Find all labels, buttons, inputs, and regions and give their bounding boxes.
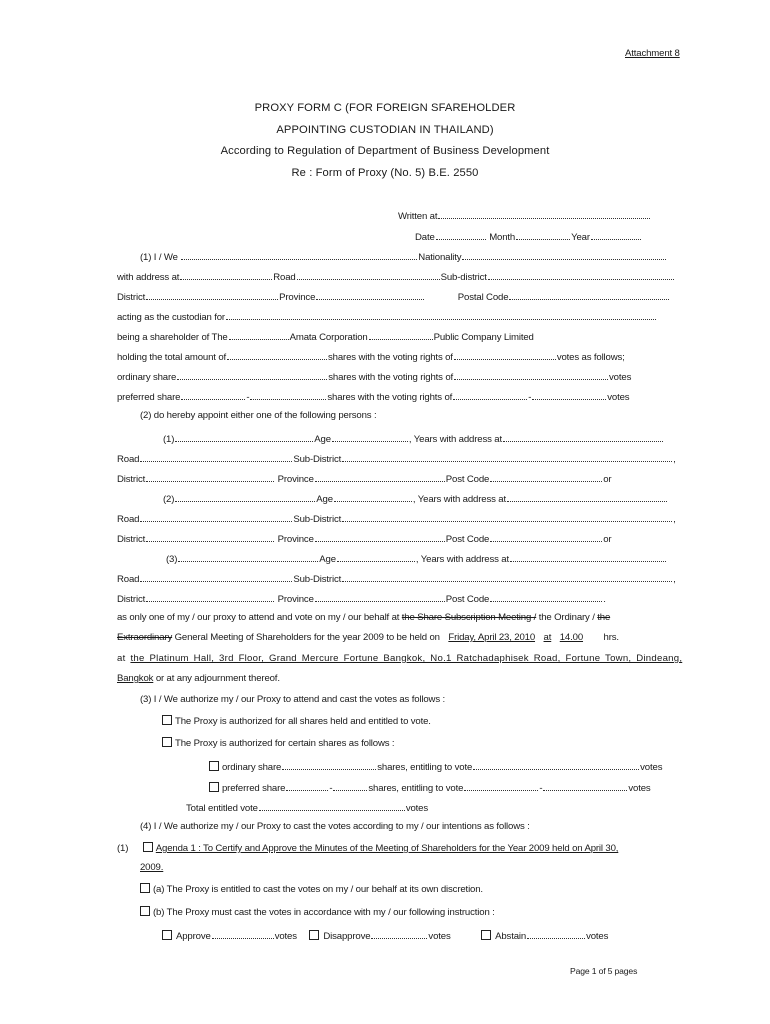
disapprove-votes-field[interactable] [371, 928, 427, 939]
person-1-road-row: Road Sub-District , [117, 451, 676, 465]
date-label: Date [415, 232, 435, 243]
person-2-district-row [117, 531, 611, 545]
meeting-text-c: General Meeting of Shareholders for the year 2009 to be held on [174, 632, 440, 643]
company-leader [229, 329, 289, 340]
person-2-postcode-field[interactable] [490, 531, 602, 542]
province-label: Province [277, 594, 314, 605]
meeting-line-1 [117, 612, 610, 623]
age-label: Age [319, 554, 336, 565]
agenda-number: (1) [117, 843, 129, 854]
preferred-votes-field-a[interactable] [453, 389, 527, 400]
s4-intro: (4) I / We authorize my / our Proxy to cast the votes according to my / our intentions as follows : [140, 821, 530, 832]
district-label: District [117, 594, 146, 605]
ordinary-votes-field[interactable] [454, 369, 608, 380]
checkbox-opt-b[interactable] [140, 906, 150, 916]
approve-label: Approve [176, 931, 211, 942]
checkbox-ordinary-share[interactable] [209, 761, 219, 771]
or-label: or [603, 474, 612, 485]
votes-label-2: votes [428, 931, 451, 942]
total-entitled-field[interactable] [259, 800, 405, 811]
total-shares-field[interactable] [227, 349, 327, 360]
district-label: District [117, 292, 146, 303]
name-field[interactable] [181, 249, 417, 260]
title-line-3: According to Regulation of Department of Business Development [220, 145, 550, 157]
agenda-opt-b [140, 906, 495, 918]
total-votes-field[interactable] [454, 349, 556, 360]
person-3-district-row: District Province Post Code . [117, 591, 606, 605]
s3-opt2 [162, 737, 394, 749]
opt-b-label: (b) The Proxy must cast the votes in accordance with my / our following instruction : [153, 907, 495, 918]
opt-a-label: (a) The Proxy is entitled to cast the votes on my / our behalf at its own discretion. [153, 884, 483, 895]
s3-total-row [186, 800, 428, 814]
district-label: District [117, 534, 146, 545]
opt2-label: The Proxy is authorized for certain shares as follows : [175, 738, 395, 749]
s3-ordinary-row [209, 759, 662, 773]
district-field[interactable] [146, 289, 278, 300]
s1-row-address [117, 269, 675, 283]
district-label: District [117, 474, 146, 485]
person-2-name-field[interactable] [175, 491, 315, 502]
checkbox-opt-a[interactable] [140, 883, 150, 893]
checkbox-certain-shares[interactable] [162, 737, 172, 747]
struck-the: the [597, 612, 611, 623]
date-row [415, 229, 642, 243]
shares-voting-label-3: shares with the voting rights of [327, 392, 453, 403]
person-3-subdistrict-field[interactable] [342, 571, 672, 582]
person-3-label: (3) [166, 554, 178, 565]
title-line-1: PROXY FORM C (FOR FOREIGN SFAREHOLDER [254, 102, 516, 114]
province-field[interactable] [316, 289, 424, 300]
being-label: being a shareholder of The [117, 332, 228, 343]
or-label: or [603, 534, 612, 545]
nationality-field[interactable] [462, 249, 666, 260]
holding-label: holding the total amount of [117, 352, 227, 363]
postal-code-field[interactable] [509, 289, 669, 300]
person-2-row [163, 491, 668, 505]
person-1-road-field[interactable] [140, 451, 292, 462]
person-2-province-field[interactable] [315, 531, 445, 542]
opt1-label: The Proxy is authorized for all shares held and entitled to vote. [175, 716, 431, 727]
s3-preferred-shares-field-b[interactable] [333, 780, 367, 791]
meeting-text-d: at [117, 653, 126, 664]
checkbox-approve[interactable] [162, 930, 172, 940]
written-at-field[interactable] [438, 208, 650, 219]
approve-votes-field[interactable] [212, 928, 274, 939]
meeting-time: 14.00 [559, 632, 584, 643]
written-at-row [398, 208, 651, 222]
votes-label-2: votes [628, 783, 651, 794]
checkbox-preferred-share[interactable] [209, 782, 219, 792]
votes-label: votes [640, 762, 663, 773]
s1-row-district [117, 289, 670, 303]
person-3-postcode-field[interactable] [490, 591, 602, 602]
person-1-province-field[interactable] [315, 471, 445, 482]
meeting-bangkok: Bangkok [117, 673, 154, 684]
company-name: Amata Corporation [289, 332, 368, 343]
road-label: Road [273, 272, 296, 283]
meeting-place: the Platinum Hall, 3rd Floor, Grand Mercure Fortune Bangkok, No.1 Ratchadaphisek Road, Fortune Town, Dindeang, [130, 653, 683, 664]
disapprove-label: Disapprove [323, 931, 371, 942]
s3-ordinary-votes-field[interactable] [473, 759, 639, 770]
years-address-label: , Years with address at [408, 434, 502, 445]
s3-preferred-votes-field-b[interactable] [543, 780, 627, 791]
post-code-label: Post Code [445, 474, 490, 485]
shares-voting-label-2: shares with the voting rights of [328, 372, 454, 383]
s1-row-acting [117, 309, 657, 323]
checkbox-all-shares[interactable] [162, 715, 172, 725]
title-line-2: APPOINTING CUSTODIAN IN THAILAND) [276, 124, 494, 136]
post-code-label: Post Code [445, 594, 490, 605]
person-1-address-field[interactable] [503, 431, 663, 442]
total-entitled-label: Total entitled vote [186, 803, 258, 814]
person-2-road-row: Road Sub-District , [117, 511, 676, 525]
years-address-label: , Years with address at [412, 494, 506, 505]
person-2-label: (2) [163, 494, 175, 505]
preferred-label: preferred share [222, 783, 286, 794]
votes-as-follows-label: votes as follows; [556, 352, 625, 363]
person-1-postcode-field[interactable] [490, 471, 602, 482]
s1-row-being [117, 329, 534, 343]
ordinary-label: ordinary share [222, 762, 282, 773]
postal-code-label: Postal Code [457, 292, 509, 303]
road-label: Road [117, 574, 140, 585]
person-3-age-field[interactable] [337, 551, 415, 562]
custodian-for-field[interactable] [226, 309, 656, 320]
province-label: Province [279, 292, 316, 303]
written-at-label: Written at [398, 211, 438, 222]
person-3-province-field[interactable] [315, 591, 445, 602]
s3-intro: (3) I / We authorize my / our Proxy to attend and cast the votes as follows : [140, 694, 446, 705]
sub-district-label: Sub-district [440, 272, 487, 283]
person-3-road-row: Road Sub-District , [117, 571, 676, 585]
age-label: Age [314, 434, 331, 445]
agenda-1-row [117, 842, 618, 854]
s1-row-ordinary [117, 369, 631, 383]
preferred-share-label: preferred share [117, 392, 181, 403]
attachment-label: Attachment 8 [625, 48, 680, 59]
s3-preferred-votes-field-a[interactable] [464, 780, 538, 791]
person-3-row [166, 551, 667, 565]
entitling-label-2: shares, entitling to vote [368, 783, 464, 794]
s3-opt1 [162, 715, 431, 727]
checkbox-abstain[interactable] [481, 930, 491, 940]
person-2-age-field[interactable] [334, 491, 412, 502]
age-label: Age [316, 494, 333, 505]
entitling-label: shares, entitling to vote [377, 762, 473, 773]
meeting-line-4 [117, 673, 280, 684]
sub-district-label: Sub-District [293, 454, 342, 465]
person-2-address-field[interactable] [507, 491, 667, 502]
meeting-text-e: or at any adjournment thereof. [155, 673, 280, 684]
vote-choices-row [162, 928, 608, 942]
s3-ordinary-shares-field[interactable] [282, 759, 376, 770]
person-2-district-field[interactable] [146, 531, 274, 542]
struck-extraordinary: Extraordinary [117, 632, 173, 643]
meeting-line-3 [117, 653, 682, 664]
meeting-hrs: hrs. [603, 632, 619, 643]
plc-label: Public Company Limited [433, 332, 534, 343]
s1-row-preferred: preferred share - shares with the voting rights of - votes [117, 389, 629, 403]
abstain-votes-field[interactable] [527, 928, 585, 939]
s2-intro: (2) do hereby appoint either one of the following persons : [140, 410, 377, 421]
person-3-district-field[interactable] [146, 591, 274, 602]
votes-label-2: votes [607, 392, 630, 403]
votes-label: votes [274, 931, 297, 942]
checkbox-agenda-1[interactable] [143, 842, 153, 852]
person-3-address-field[interactable] [510, 551, 666, 562]
meeting-line-2 [117, 632, 619, 643]
sub-district-label: Sub-District [293, 514, 342, 525]
person-1-row [163, 431, 664, 445]
shares-voting-label: shares with the voting rights of [328, 352, 453, 363]
province-label: Province [277, 534, 314, 545]
votes-label: votes [609, 372, 632, 383]
road-field[interactable] [297, 269, 440, 280]
agenda-1-title: Agenda 1 : To Certify and Approve the Minutes of the Meeting of Shareholders for the Year 2009 held on April 30, [155, 843, 619, 854]
checkbox-disapprove[interactable] [309, 930, 319, 940]
acting-label: acting as the custodian for [117, 312, 225, 323]
person-1-age-field[interactable] [332, 431, 408, 442]
person-2-subdistrict-field[interactable] [342, 511, 672, 522]
month-label: Month [489, 232, 516, 243]
s3-preferred-row: preferred share - shares, entitling to vote - votes [209, 780, 651, 794]
agenda-opt-a [140, 883, 483, 895]
abstain-label: Abstain [495, 931, 527, 942]
s1-row-holding [117, 349, 625, 363]
meeting-text-a: as only one of my / our proxy to attend and vote on my / our behalf at [117, 612, 400, 623]
meeting-date: Friday, April 23, 2010 [448, 632, 536, 643]
agenda-1-title-cont: 2009. [140, 862, 164, 873]
preferred-shares-field-a[interactable] [181, 389, 245, 400]
road-label: Road [117, 514, 140, 525]
person-3-road-field[interactable] [140, 571, 292, 582]
sub-district-label: Sub-District [293, 574, 342, 585]
ordinary-shares-field[interactable] [177, 369, 327, 380]
with-address-label: with address at [117, 272, 180, 283]
s1-iwe-label: (1) I / We [140, 252, 178, 263]
ordinary-share-label: ordinary share [117, 372, 177, 383]
person-1-district-field[interactable] [146, 471, 274, 482]
title-line-4: Re : Form of Proxy (No. 5) B.E. 2550 [291, 167, 479, 179]
preferred-votes-field-b[interactable] [532, 389, 606, 400]
year-field[interactable] [591, 229, 641, 240]
person-2-road-field[interactable] [140, 511, 292, 522]
person-1-name-field[interactable] [175, 431, 313, 442]
person-1-label: (1) [163, 434, 175, 445]
date-field[interactable] [436, 229, 486, 240]
address-field[interactable] [180, 269, 272, 280]
road-label: Road [117, 454, 140, 465]
province-label: Province [277, 474, 314, 485]
person-1-subdistrict-field[interactable] [342, 451, 672, 462]
person-1-district-row [117, 471, 611, 485]
year-label: Year [571, 232, 590, 243]
sub-district-field[interactable] [488, 269, 674, 280]
years-address-label: , Years with address at [415, 554, 509, 565]
meeting-ordinary: the Ordinary / [538, 612, 595, 623]
post-code-label: Post Code [445, 534, 490, 545]
page-footer: Page 1 of 5 pages [570, 966, 638, 976]
struck-subscription-meeting: the Share Subscription Meeting / [401, 612, 537, 623]
votes-label-3: votes [586, 931, 609, 942]
preferred-shares-field-b[interactable] [250, 389, 326, 400]
votes-label-3: votes [405, 803, 429, 814]
nationality-label: Nationality [418, 252, 462, 263]
company-trailer [369, 329, 433, 340]
month-field[interactable] [516, 229, 570, 240]
s1-row-iwe [140, 249, 667, 263]
s3-preferred-shares-field-a[interactable] [286, 780, 328, 791]
person-3-name-field[interactable] [178, 551, 318, 562]
meeting-at: at [543, 632, 552, 643]
